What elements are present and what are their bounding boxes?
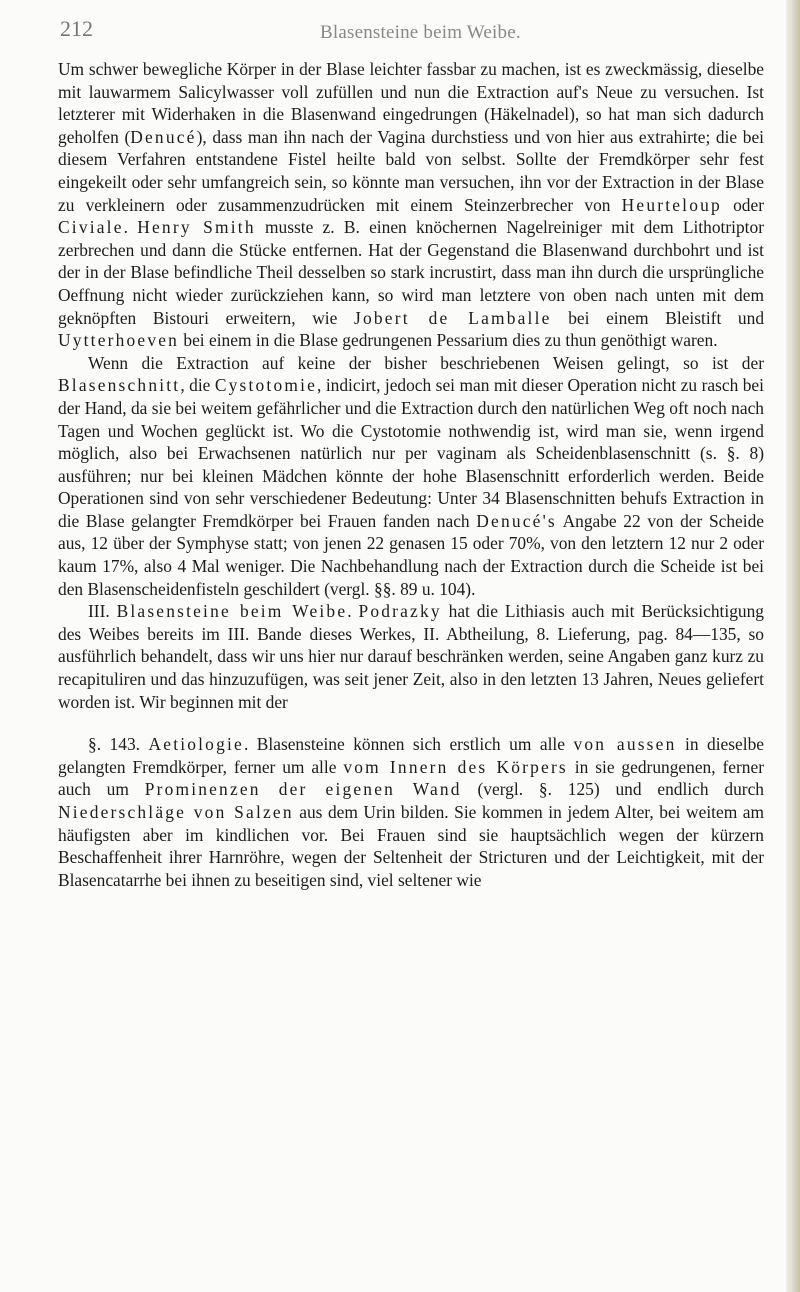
text-run: aus dem Urin bilden. Sie kommen in jedem Alter, bei weitem am häufigsten aber im kindlichen vor. Bei Frauen sind sie hauptsächlich wegen der kürzern Beschaffenheit ihrer Harnröhre, wegen der Seltenheit der Stricturen und der Leichtigkeit, mit der Blasencatarrhe bei ihnen zu beseitigen sind, viel seltener wie [58,802,764,890]
text-run: . [347,601,359,622]
paragraph-cystotomie [58,352,764,601]
text-run: (vergl. §. 125) und endlich durch [461,779,765,800]
text-run: bei einem Bleistift und [551,307,765,328]
spaced-emphasis: Uytterhoeven [58,330,180,351]
spaced-emphasis: Niederschläge von Salzen [58,802,294,822]
text-run: oder [721,194,764,215]
paragraph-blasensteine-intro [58,600,764,713]
body-text [58,58,764,891]
text-run: §. 143. [88,734,149,755]
page-number: 212 [60,16,93,41]
text-run: , die [180,375,215,396]
spaced-emphasis: Aetiologie [148,734,244,755]
text-run: musste z. B. einen knöchernen Nagelreiniger mit dem Lithotriptor zerbrechen und dann die Stücke entfernen. Hat der Gegenstand die Blasenwand durchbohrt und ist der in der Blase befindliche Theil desselben so stark incrustirt, dass man ihn durch die ursprüngliche Oeffnung nicht wieder zurückziehen kann, so wird man letztere von oben nach unten mit dem geknöpften Bistouri erweitern, wie [58,217,764,328]
spaced-emphasis: Henry Smith [137,217,256,238]
running-header [60,16,780,46]
spaced-emphasis: Cystotomie [214,375,318,396]
spaced-emphasis: Denucé [130,126,197,147]
spaced-emphasis: Denucé's [476,510,557,531]
spaced-emphasis: vom Innern des Körpers [343,756,568,777]
page-edge [786,0,800,1292]
text-run: Um schwer bewegliche Körper in der Blase leichter fassbar zu machen, ist es zweckmässig, dieselbe mit lauwarmem Salicylwasser voll zufüllen und nun die Extraction auf's Neue zu versuchen. Ist letzterer mit Widerhaken in die Blasenwand eingedrungen (Häkelnadel), so hat man sich dadurch geholfen ( [58,59,764,147]
spaced-emphasis: Prominenzen der eigenen Wand [144,779,462,800]
spaced-emphasis: Podrazky [358,601,442,622]
text-run: in sie gedrungenen, ferner auch um [58,756,764,800]
spaced-emphasis: Blasenschnitt [58,375,181,396]
running-title: Blasensteine beim Weibe. [320,22,521,43]
spaced-emphasis: von aussen [573,734,677,755]
text-run: III. [88,601,117,622]
text-run: in dieselbe gelangten Fremdkörper, ferner um alle [58,734,764,777]
spaced-emphasis: Civiale [58,217,124,238]
spaced-emphasis: Jobert de Lamballe [354,307,552,328]
paragraph-extraction-methods [58,58,764,352]
text-run: Wenn die Extraction auf keine der bisher beschriebenen Weisen gelingt, so ist der [88,352,764,373]
paragraph-aetiologie [58,733,764,891]
text-run: Angabe 22 von der Scheide aus, 12 über der Symphyse statt; von jenen 22 genasen 15 oder 70%, von den letztern 12 nur 2 oder kaum 17%, also 4 Mal weniger. Die Nachbehandlung nach der Extraction durch die Scheide ist bei den Blasenscheidenfisteln geschildert (vergl. §§. 89 u. 104). [58,510,764,599]
text-run: , indicirt, jedoch sei man mit dieser Operation nicht zu rasch bei der Hand, da sie bei weitem gefährlicher und die Extraction durch den natürlichen Weg oft noch nach Tagen und Wochen geglückt ist. Wo die Cystotomie nothwendig ist, wird man sie, wenn irgend möglich, also bei Erwachsenen natürlich nur per vaginam als Scheidenblasenschnitt (s. §. 8) ausführen; nur bei kleinen Mädchen könnte der hohe Blasenschnitt erforderlich werden. Beide Operationen sind von sehr verschiedener Bedeutung: Unter 34 Blasenschnitten behufs Extraction in die Blase gelangter Fremdkörper bei Frauen fanden nach [58,375,764,531]
text-run: ), dass man ihn nach der Vagina durchstiess und von hier aus extrahirte; die bei diesem Verfahren entstandene Fistel heilte bald von selbst. Sollte der Fremdkörper sehr fest eingekeilt oder sehr umfangreich sein, so könnte man versuchen, ihn vor der Extraction in der Blase zu verkleinern oder zusammenzudrücken mit einem Steinzerbrecher von [58,126,765,215]
text-run: . [123,217,138,238]
text-run: hat die Lithiasis auch mit Berücksichtigung des Weibes bereits im III. Bande dieses Werkes, II. Abtheilung, 8. Lieferung, pag. 84—135, so ausführlich behandelt, dass wir uns hier nur darauf beschränken werden, seine Angaben ganz kurz zu recapituliren und das hinzuzufügen, was seit jener Zeit, also in den letzten 13 Jahren, Neues geliefert worden ist. Wir beginnen mit der [58,601,764,712]
text-run: bei einem in die Blase gedrungenen Pessarium dies zu thun genöthigt waren. [179,330,718,351]
spaced-emphasis: Heurteloup [621,194,722,215]
text-run: . Blasensteine können sich erstlich um alle [243,734,574,755]
spaced-emphasis: Blasensteine beim Weibe [116,601,348,622]
